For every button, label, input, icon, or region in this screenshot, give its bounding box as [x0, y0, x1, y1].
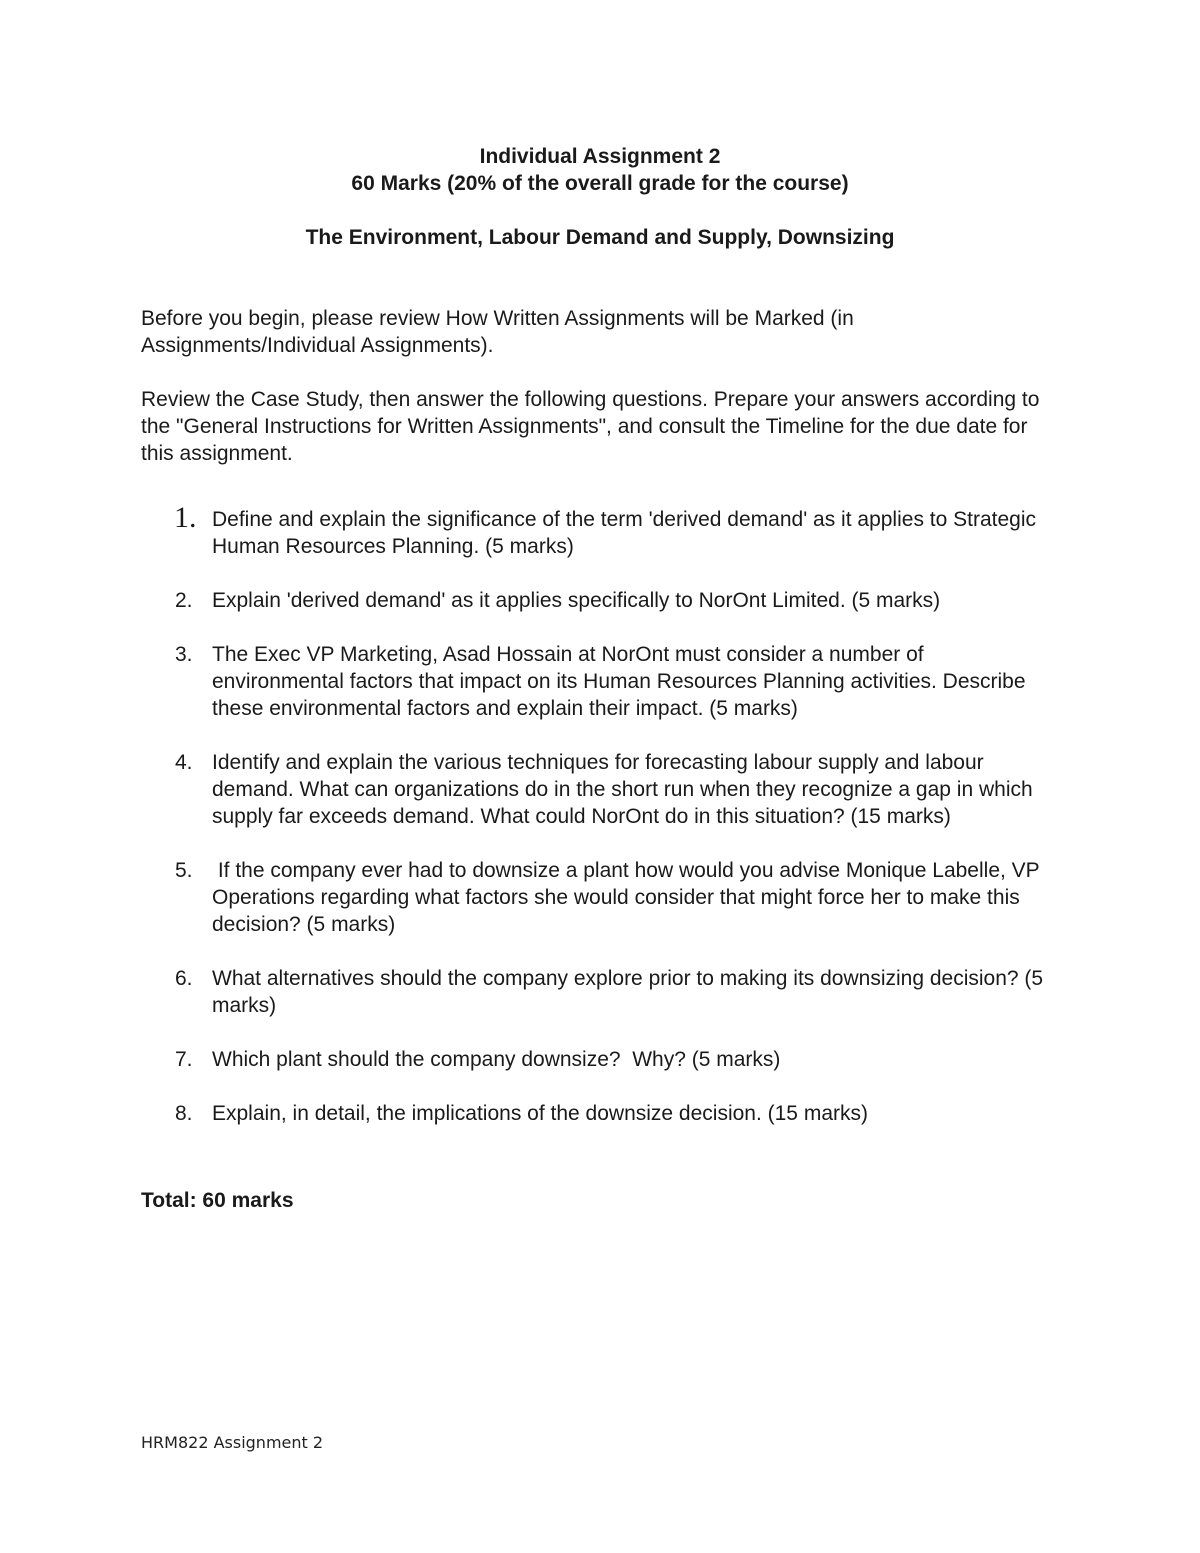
- question-item-7: [141, 1046, 1061, 1073]
- question-number: 1.: [174, 501, 197, 534]
- question-number: 7.: [175, 1048, 193, 1071]
- page-footer: HRM822 Assignment 2: [141, 1433, 324, 1452]
- question-number: 6.: [175, 967, 193, 990]
- question-text: Which plant should the company downsize? Why? (5 marks): [212, 1048, 781, 1071]
- question-text: If the company ever had to downsize a plant how would you advise Monique Labelle, VP Operations regarding what factors she would consider that might force her to make this decision? (5 marks): [212, 859, 1046, 936]
- question-item-5: [141, 857, 1061, 938]
- question-list: [141, 502, 1061, 1127]
- question-number: 8.: [175, 1102, 193, 1125]
- question-number: 2.: [175, 589, 193, 612]
- question-text: The Exec VP Marketing, Asad Hossain at NorOnt must consider a number of environmental factors that impact on its Human Resources Planning activities. Describe these environmental factors and explain their impact. (5 marks): [212, 643, 1026, 720]
- document-title: Individual Assignment 2: [479, 145, 721, 168]
- intro-paragraph-1: Before you begin, please review How Written Assignments will be Marked (in Assignments/Individual Assignments).: [141, 307, 854, 357]
- question-item-1: [141, 502, 1061, 560]
- document-subtitle: 60 Marks (20% of the overall grade for the course): [351, 172, 849, 195]
- document-topic: The Environment, Labour Demand and Supply, Downsizing: [305, 226, 895, 249]
- question-number: 5.: [175, 859, 193, 882]
- question-text: Define and explain the significance of the term 'derived demand' as it applies to Strategic Human Resources Planning. (5 marks): [212, 508, 1036, 558]
- question-item-8: [141, 1100, 1061, 1127]
- question-item-6: [141, 965, 1061, 1019]
- total-marks: Total: 60 marks: [141, 1189, 294, 1212]
- question-number: 3.: [175, 643, 193, 666]
- question-text: Explain 'derived demand' as it applies specifically to NorOnt Limited. (5 marks): [212, 589, 941, 612]
- question-text: Identify and explain the various techniques for forecasting labour supply and labour demand. What can organizations do in the short run when they recognize a gap in which supply far exceeds demand. What could NorOnt do in this situation? (15 marks): [212, 751, 1033, 828]
- intro-paragraph-2: Review the Case Study, then answer the following questions. Prepare your answers according to the "General Instructions for Written Assignments", and consult the Timeline for the due date for this assignment.: [141, 388, 1040, 465]
- question-item-3: [141, 641, 1061, 722]
- question-text: Explain, in detail, the implications of the downsize decision. (15 marks): [212, 1102, 868, 1125]
- question-item-4: [141, 749, 1061, 830]
- question-text: What alternatives should the company explore prior to making its downsizing decision? (5 marks): [212, 967, 1044, 1017]
- question-item-2: [141, 587, 1061, 614]
- question-number: 4.: [175, 751, 193, 774]
